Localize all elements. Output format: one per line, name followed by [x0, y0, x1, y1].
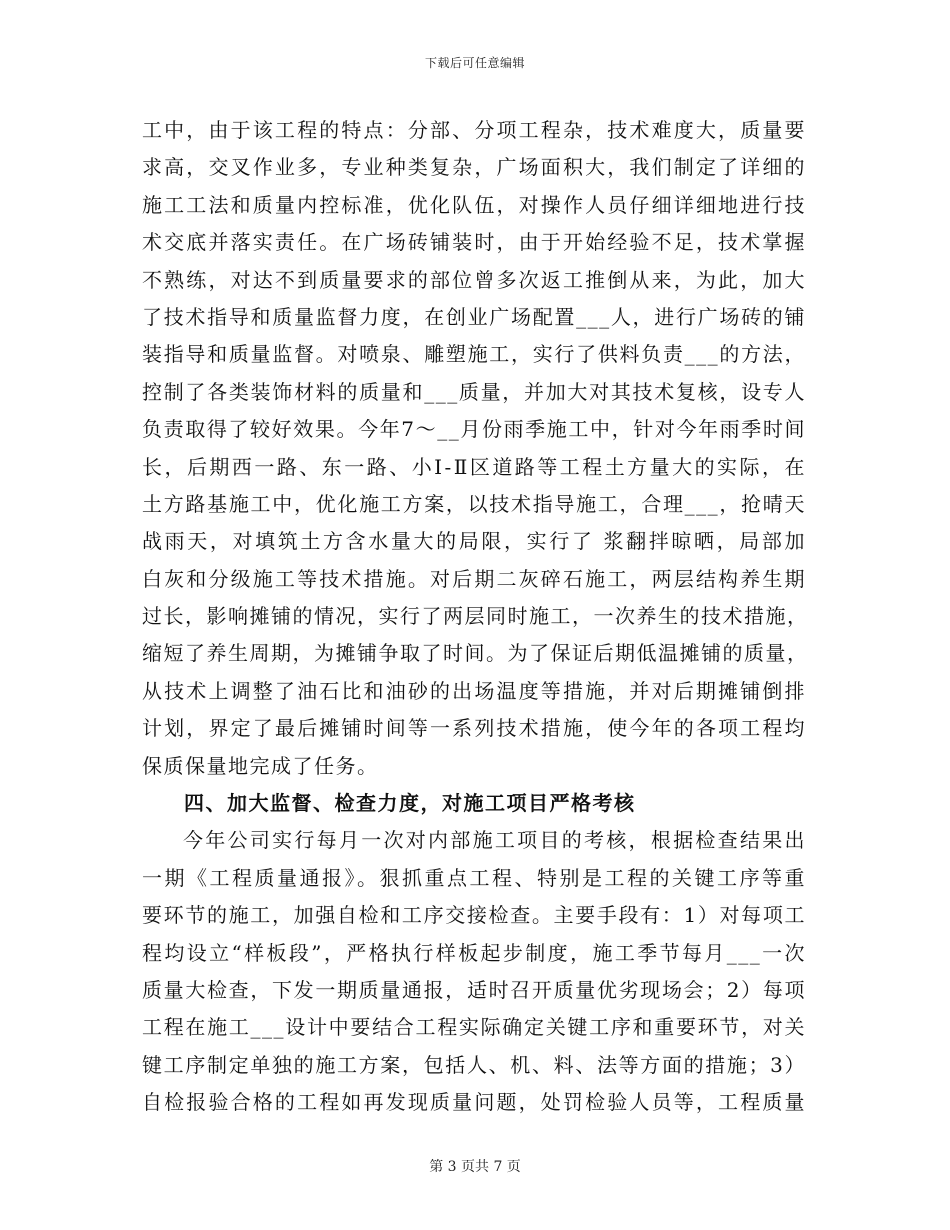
page-header: 下载后可任意编辑 — [424, 56, 525, 70]
text-line: 要环节的施工，加强自检和工序交接检查。主要手段有：1）对每项工 — [142, 903, 806, 928]
text-line: 长，后期西一路、东一路、小Ⅰ-Ⅱ区道路等工程土方量大的实际，在 — [142, 454, 806, 479]
text-line: 从技术上调整了油石比和油砂的出场温度等措施，并对后期摊铺倒排 — [142, 678, 806, 703]
text-line: 计划，界定了最后摊铺时间等一系列技术措施，使今年的各项工程均 — [142, 716, 806, 741]
text-line: 自检报验合格的工程如再发现质量问题，处罚检验人员等，工程质量 — [142, 1090, 806, 1115]
text-line: 过长，影响摊铺的情况，实行了两层同时施工，一次养生的技术措施， — [142, 604, 809, 629]
text-line: 白灰和分级施工等技术措施。对后期二灰碎石施工，两层结构养生期 — [142, 566, 806, 591]
text-line: 施工工法和质量内控标准，优化队伍，对操作人员仔细详细地进行技 — [142, 192, 806, 217]
text-line: 土方路基施工中，优化施工方案，以技术指导施工，合理___，抢晴天 — [142, 491, 806, 516]
page-footer: 第 3 页共 7 页 — [429, 1159, 521, 1175]
text-line: 了技术指导和质量监督力度，在创业广场配置___人，进行广场砖的铺 — [142, 304, 806, 329]
text-line: 术交底并落实责任。在广场砖铺装时，由于开始经验不足，技术掌握 — [142, 230, 806, 255]
text-line: 工中，由于该工程的特点：分部、分项工程杂，技术难度大，质量要 — [142, 118, 806, 142]
paragraph-supervision-inspection — [142, 822, 806, 1121]
text-line: 战雨天，对填筑土方含水量大的局限，实行了 浆翻拌晾晒，局部加 — [142, 529, 806, 554]
text-line: 负责取得了较好效果。今年7～__月份雨季施工中，针对今年雨季时间 — [142, 417, 806, 442]
text-line: 今年公司实行每月一次对内部施工项目的考核，根据检查结果出 — [183, 828, 806, 853]
text-line: 保质保量地完成了任务。 — [142, 753, 379, 778]
text-line: 控制了各类装饰材料的质量和___质量，并加大对其技术复核，设专人 — [142, 379, 806, 404]
text-line: 不熟练，对达不到质量要求的部位曾多次返工推倒从来，为此，加大 — [142, 267, 806, 292]
text-line: 装指导和质量监督。对喷泉、雕塑施工，实行了供料负责___的方法， — [142, 342, 806, 367]
text-line: 一期《工程质量通报》。狠抓重点工程、特别是工程的关键工序等重 — [142, 865, 806, 890]
text-line: 质量大检查，下发一期质量通报，适时召开质量优劣现场会；2）每项 — [142, 977, 806, 1002]
text-line: 程均设立“样板段”，严格执行样板起步制度，施工季节每月___一次 — [142, 940, 806, 965]
text-line: 缩短了养生周期，为摊铺争取了时间。为了保证后期低温摊铺的质量， — [142, 641, 809, 666]
document-body — [142, 112, 809, 1122]
text-line: 键工序制定单独的施工方案，包括人、机、料、法等方面的措施；3） — [142, 1052, 806, 1077]
text-line: 工程在施工___设计中要结合工程实际确定关键工序和重要环节，对关 — [142, 1015, 806, 1040]
text-line: 求高，交叉作业多，专业种类复杂，广场面积大，我们制定了详细的 — [142, 155, 806, 180]
section-heading: 四、加大监督、检查力度，对施工项目严格考核 — [184, 791, 636, 816]
paragraph-construction-technique — [142, 112, 809, 785]
